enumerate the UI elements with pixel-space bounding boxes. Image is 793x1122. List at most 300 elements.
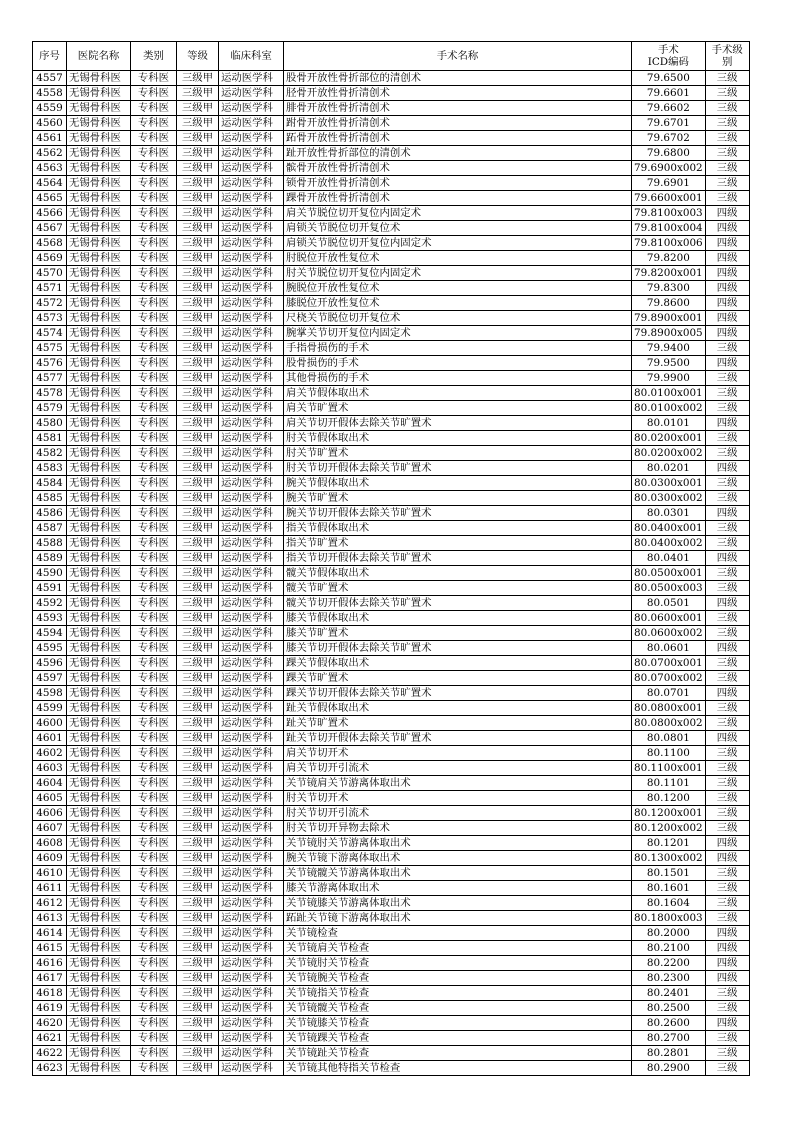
cell-dept: 运动医学科 [219, 671, 284, 686]
cell-hospital: 无锡骨科医 [67, 326, 131, 341]
cell-icd: 79.8900x005 [632, 326, 706, 341]
cell-dept: 运动医学科 [219, 566, 284, 581]
table-row [33, 866, 750, 881]
cell-grade: 三级甲 [177, 671, 219, 686]
table-row [33, 551, 750, 566]
cell-dept: 运动医学科 [219, 146, 284, 161]
cell-hospital: 无锡骨科医 [67, 851, 131, 866]
cell-seq: 4590 [33, 566, 67, 581]
cell-surgery-name: 其他骨损伤的手术 [284, 371, 632, 386]
cell-level: 三级 [705, 761, 749, 776]
cell-hospital: 无锡骨科医 [67, 641, 131, 656]
cell-grade: 三级甲 [177, 281, 219, 296]
cell-level: 三级 [705, 566, 749, 581]
cell-seq: 4569 [33, 251, 67, 266]
header-surgery-name: 手术名称 [284, 42, 632, 71]
cell-hospital: 无锡骨科医 [67, 476, 131, 491]
cell-hospital: 无锡骨科医 [67, 506, 131, 521]
cell-icd: 79.8100x004 [632, 221, 706, 236]
table-row [33, 176, 750, 191]
header-hospital: 医院名称 [67, 42, 131, 71]
cell-grade: 三级甲 [177, 536, 219, 551]
cell-seq: 4618 [33, 986, 67, 1001]
table-row [33, 341, 750, 356]
cell-hospital: 无锡骨科医 [67, 341, 131, 356]
cell-icd: 79.6901 [632, 176, 706, 191]
cell-seq: 4596 [33, 656, 67, 671]
table-row [33, 221, 750, 236]
cell-level: 四级 [705, 281, 749, 296]
cell-level: 四级 [705, 641, 749, 656]
cell-category: 专科医 [131, 836, 177, 851]
cell-icd: 79.6800 [632, 146, 706, 161]
cell-grade: 三级甲 [177, 941, 219, 956]
header-level: 手术级 别 [705, 42, 749, 71]
cell-dept: 运动医学科 [219, 611, 284, 626]
cell-grade: 三级甲 [177, 806, 219, 821]
cell-icd: 80.0300x001 [632, 476, 706, 491]
cell-category: 专科医 [131, 116, 177, 131]
cell-level: 三级 [705, 116, 749, 131]
cell-seq: 4619 [33, 1001, 67, 1016]
cell-dept: 运动医学科 [219, 446, 284, 461]
cell-grade: 三级甲 [177, 836, 219, 851]
cell-seq: 4585 [33, 491, 67, 506]
cell-level: 四级 [705, 206, 749, 221]
cell-seq: 4577 [33, 371, 67, 386]
cell-dept: 运动医学科 [219, 521, 284, 536]
cell-level: 三级 [705, 536, 749, 551]
cell-dept: 运动医学科 [219, 656, 284, 671]
cell-seq: 4578 [33, 386, 67, 401]
table-row [33, 881, 750, 896]
cell-grade: 三级甲 [177, 956, 219, 971]
table-body [33, 71, 750, 1076]
table-row [33, 386, 750, 401]
cell-hospital: 无锡骨科医 [67, 536, 131, 551]
cell-grade: 三级甲 [177, 851, 219, 866]
cell-category: 专科医 [131, 536, 177, 551]
cell-dept: 运动医学科 [219, 551, 284, 566]
cell-level: 三级 [705, 146, 749, 161]
cell-icd: 80.2700 [632, 1031, 706, 1046]
cell-hospital: 无锡骨科医 [67, 716, 131, 731]
cell-dept: 运动医学科 [219, 326, 284, 341]
table-row [33, 71, 750, 86]
cell-surgery-name: 关节镜髋关节检查 [284, 1001, 632, 1016]
cell-surgery-name: 肩锁关节脱位切开复位内固定术 [284, 236, 632, 251]
cell-surgery-name: 膝脱位开放性复位术 [284, 296, 632, 311]
cell-dept: 运动医学科 [219, 686, 284, 701]
cell-level: 三级 [705, 791, 749, 806]
cell-dept: 运动医学科 [219, 251, 284, 266]
cell-level: 四级 [705, 266, 749, 281]
cell-seq: 4602 [33, 746, 67, 761]
table-row [33, 926, 750, 941]
table-row [33, 716, 750, 731]
cell-grade: 三级甲 [177, 1016, 219, 1031]
cell-hospital: 无锡骨科医 [67, 281, 131, 296]
cell-grade: 三级甲 [177, 926, 219, 941]
cell-icd: 80.2300 [632, 971, 706, 986]
cell-surgery-name: 关节镜髋关节游离体取出术 [284, 866, 632, 881]
cell-surgery-name: 指关节切开假体去除关节旷置术 [284, 551, 632, 566]
cell-category: 专科医 [131, 971, 177, 986]
cell-surgery-name: 关节镜肩关节检查 [284, 941, 632, 956]
cell-icd: 79.8300 [632, 281, 706, 296]
cell-hospital: 无锡骨科医 [67, 236, 131, 251]
cell-grade: 三级甲 [177, 116, 219, 131]
cell-surgery-name: 关节镜踝关节检查 [284, 1031, 632, 1046]
cell-surgery-name: 踝关节假体取出术 [284, 656, 632, 671]
cell-surgery-name: 腕关节镜下游离体取出术 [284, 851, 632, 866]
cell-level: 三级 [705, 911, 749, 926]
cell-grade: 三级甲 [177, 611, 219, 626]
cell-grade: 三级甲 [177, 701, 219, 716]
cell-icd: 80.0700x001 [632, 656, 706, 671]
cell-category: 专科医 [131, 551, 177, 566]
cell-level: 三级 [705, 401, 749, 416]
cell-icd: 79.9400 [632, 341, 706, 356]
cell-level: 四级 [705, 851, 749, 866]
cell-grade: 三级甲 [177, 791, 219, 806]
cell-level: 四级 [705, 461, 749, 476]
cell-hospital: 无锡骨科医 [67, 566, 131, 581]
cell-grade: 三级甲 [177, 716, 219, 731]
cell-grade: 三级甲 [177, 866, 219, 881]
cell-grade: 三级甲 [177, 341, 219, 356]
cell-grade: 三级甲 [177, 506, 219, 521]
cell-category: 专科医 [131, 611, 177, 626]
cell-level: 三级 [705, 1061, 749, 1076]
cell-category: 专科医 [131, 671, 177, 686]
cell-seq: 4570 [33, 266, 67, 281]
cell-level: 三级 [705, 491, 749, 506]
cell-category: 专科医 [131, 1061, 177, 1076]
cell-grade: 三级甲 [177, 656, 219, 671]
cell-category: 专科医 [131, 656, 177, 671]
cell-grade: 三级甲 [177, 476, 219, 491]
cell-category: 专科医 [131, 821, 177, 836]
cell-seq: 4607 [33, 821, 67, 836]
cell-dept: 运动医学科 [219, 716, 284, 731]
cell-icd: 80.2600 [632, 1016, 706, 1031]
cell-grade: 三级甲 [177, 161, 219, 176]
cell-dept: 运动医学科 [219, 911, 284, 926]
cell-hospital: 无锡骨科医 [67, 911, 131, 926]
cell-grade: 三级甲 [177, 236, 219, 251]
cell-category: 专科医 [131, 281, 177, 296]
table-row [33, 281, 750, 296]
cell-hospital: 无锡骨科医 [67, 251, 131, 266]
cell-surgery-name: 肘关节旷置术 [284, 446, 632, 461]
cell-dept: 运动医学科 [219, 101, 284, 116]
cell-icd: 79.8600 [632, 296, 706, 311]
cell-seq: 4559 [33, 101, 67, 116]
cell-category: 专科医 [131, 71, 177, 86]
cell-icd: 80.0600x002 [632, 626, 706, 641]
cell-dept: 运动医学科 [219, 776, 284, 791]
cell-seq: 4617 [33, 971, 67, 986]
cell-surgery-name: 手指骨损伤的手术 [284, 341, 632, 356]
header-seq: 序号 [33, 42, 67, 71]
cell-icd: 80.1200x001 [632, 806, 706, 821]
cell-seq: 4614 [33, 926, 67, 941]
cell-dept: 运动医学科 [219, 641, 284, 656]
cell-icd: 79.9900 [632, 371, 706, 386]
cell-category: 专科医 [131, 581, 177, 596]
cell-icd: 79.6601 [632, 86, 706, 101]
cell-grade: 三级甲 [177, 266, 219, 281]
cell-hospital: 无锡骨科医 [67, 1016, 131, 1031]
cell-icd: 80.0501 [632, 596, 706, 611]
cell-level: 四级 [705, 956, 749, 971]
cell-seq: 4567 [33, 221, 67, 236]
cell-surgery-name: 趾关节切开假体去除关节旷置术 [284, 731, 632, 746]
cell-dept: 运动医学科 [219, 746, 284, 761]
table-row [33, 656, 750, 671]
table-row [33, 821, 750, 836]
cell-grade: 三级甲 [177, 386, 219, 401]
cell-hospital: 无锡骨科医 [67, 296, 131, 311]
cell-seq: 4620 [33, 1016, 67, 1031]
cell-surgery-name: 跖趾关节镜下游离体取出术 [284, 911, 632, 926]
cell-category: 专科医 [131, 101, 177, 116]
cell-dept: 运动医学科 [219, 86, 284, 101]
cell-level: 三级 [705, 881, 749, 896]
cell-grade: 三级甲 [177, 431, 219, 446]
cell-grade: 三级甲 [177, 521, 219, 536]
cell-dept: 运动医学科 [219, 281, 284, 296]
table-row [33, 671, 750, 686]
table-row [33, 626, 750, 641]
cell-level: 四级 [705, 971, 749, 986]
cell-dept: 运动医学科 [219, 131, 284, 146]
cell-icd: 80.0400x002 [632, 536, 706, 551]
cell-dept: 运动医学科 [219, 431, 284, 446]
table-row [33, 236, 750, 251]
cell-surgery-name: 肘关节切开假体去除关节旷置术 [284, 461, 632, 476]
cell-grade: 三级甲 [177, 131, 219, 146]
cell-icd: 80.1200 [632, 791, 706, 806]
cell-surgery-name: 股骨开放性骨折部位的清创术 [284, 71, 632, 86]
cell-level: 三级 [705, 866, 749, 881]
cell-dept: 运动医学科 [219, 626, 284, 641]
cell-level: 三级 [705, 626, 749, 641]
cell-dept: 运动医学科 [219, 476, 284, 491]
cell-category: 专科医 [131, 641, 177, 656]
table-row [33, 776, 750, 791]
cell-category: 专科医 [131, 161, 177, 176]
cell-dept: 运动医学科 [219, 176, 284, 191]
cell-seq: 4594 [33, 626, 67, 641]
cell-category: 专科医 [131, 686, 177, 701]
cell-grade: 三级甲 [177, 221, 219, 236]
cell-grade: 三级甲 [177, 71, 219, 86]
cell-surgery-name: 关节镜肘关节游离体取出术 [284, 836, 632, 851]
cell-seq: 4603 [33, 761, 67, 776]
cell-seq: 4609 [33, 851, 67, 866]
surgery-table [32, 41, 750, 1076]
cell-category: 专科医 [131, 296, 177, 311]
cell-surgery-name: 胫骨开放性骨折清创术 [284, 86, 632, 101]
cell-surgery-name: 肩关节假体取出术 [284, 386, 632, 401]
cell-grade: 三级甲 [177, 251, 219, 266]
cell-icd: 80.0801 [632, 731, 706, 746]
table-row [33, 146, 750, 161]
table-row [33, 611, 750, 626]
table-row [33, 401, 750, 416]
cell-category: 专科医 [131, 446, 177, 461]
cell-seq: 4564 [33, 176, 67, 191]
cell-hospital: 无锡骨科医 [67, 416, 131, 431]
header-grade: 等级 [177, 42, 219, 71]
cell-level: 四级 [705, 416, 749, 431]
cell-dept: 运动医学科 [219, 836, 284, 851]
cell-hospital: 无锡骨科医 [67, 311, 131, 326]
cell-category: 专科医 [131, 266, 177, 281]
cell-category: 专科医 [131, 401, 177, 416]
cell-grade: 三级甲 [177, 491, 219, 506]
cell-category: 专科医 [131, 941, 177, 956]
cell-level: 三级 [705, 701, 749, 716]
cell-dept: 运动医学科 [219, 1031, 284, 1046]
cell-surgery-name: 跗骨开放性骨折清创术 [284, 116, 632, 131]
cell-category: 专科医 [131, 866, 177, 881]
cell-grade: 三级甲 [177, 626, 219, 641]
cell-seq: 4562 [33, 146, 67, 161]
cell-category: 专科医 [131, 1046, 177, 1061]
cell-seq: 4583 [33, 461, 67, 476]
cell-level: 四级 [705, 596, 749, 611]
cell-dept: 运动医学科 [219, 71, 284, 86]
cell-level: 三级 [705, 671, 749, 686]
cell-surgery-name: 腕关节切开假体去除关节旷置术 [284, 506, 632, 521]
table-row [33, 641, 750, 656]
cell-hospital: 无锡骨科医 [67, 881, 131, 896]
cell-grade: 三级甲 [177, 1001, 219, 1016]
cell-dept: 运动医学科 [219, 821, 284, 836]
cell-seq: 4584 [33, 476, 67, 491]
cell-surgery-name: 指关节假体取出术 [284, 521, 632, 536]
cell-hospital: 无锡骨科医 [67, 896, 131, 911]
cell-dept: 运动医学科 [219, 191, 284, 206]
cell-grade: 三级甲 [177, 146, 219, 161]
table-row [33, 431, 750, 446]
cell-seq: 4576 [33, 356, 67, 371]
cell-category: 专科医 [131, 596, 177, 611]
cell-surgery-name: 膝关节假体取出术 [284, 611, 632, 626]
table-row [33, 761, 750, 776]
table-row [33, 266, 750, 281]
table-row [33, 911, 750, 926]
cell-seq: 4595 [33, 641, 67, 656]
cell-category: 专科医 [131, 896, 177, 911]
cell-hospital: 无锡骨科医 [67, 266, 131, 281]
cell-surgery-name: 肘关节脱位切开复位内固定术 [284, 266, 632, 281]
cell-hospital: 无锡骨科医 [67, 221, 131, 236]
table-row [33, 536, 750, 551]
cell-seq: 4558 [33, 86, 67, 101]
cell-category: 专科医 [131, 191, 177, 206]
cell-seq: 4591 [33, 581, 67, 596]
cell-icd: 80.0601 [632, 641, 706, 656]
cell-hospital: 无锡骨科医 [67, 596, 131, 611]
cell-level: 三级 [705, 1001, 749, 1016]
cell-icd: 79.6900x002 [632, 161, 706, 176]
cell-dept: 运动医学科 [219, 866, 284, 881]
cell-level: 三级 [705, 611, 749, 626]
cell-category: 专科医 [131, 761, 177, 776]
cell-surgery-name: 膝关节切开假体去除关节旷置术 [284, 641, 632, 656]
cell-category: 专科医 [131, 386, 177, 401]
cell-icd: 79.6701 [632, 116, 706, 131]
cell-hospital: 无锡骨科医 [67, 206, 131, 221]
cell-seq: 4622 [33, 1046, 67, 1061]
cell-level: 四级 [705, 251, 749, 266]
cell-seq: 4604 [33, 776, 67, 791]
cell-category: 专科医 [131, 566, 177, 581]
table-row [33, 596, 750, 611]
cell-level: 三级 [705, 371, 749, 386]
cell-dept: 运动医学科 [219, 596, 284, 611]
cell-level: 四级 [705, 356, 749, 371]
cell-level: 四级 [705, 941, 749, 956]
table-row [33, 746, 750, 761]
cell-hospital: 无锡骨科医 [67, 1046, 131, 1061]
cell-dept: 运动医学科 [219, 1061, 284, 1076]
cell-grade: 三级甲 [177, 596, 219, 611]
cell-grade: 三级甲 [177, 416, 219, 431]
cell-icd: 80.1101 [632, 776, 706, 791]
table-row [33, 971, 750, 986]
cell-hospital: 无锡骨科医 [67, 656, 131, 671]
cell-icd: 80.0700x002 [632, 671, 706, 686]
cell-surgery-name: 肘关节假体取出术 [284, 431, 632, 446]
cell-grade: 三级甲 [177, 191, 219, 206]
cell-hospital: 无锡骨科医 [67, 956, 131, 971]
cell-dept: 运动医学科 [219, 701, 284, 716]
cell-dept: 运动医学科 [219, 401, 284, 416]
table-header [33, 42, 750, 71]
cell-dept: 运动医学科 [219, 341, 284, 356]
header-category: 类别 [131, 42, 177, 71]
cell-surgery-name: 肩关节切开术 [284, 746, 632, 761]
cell-dept: 运动医学科 [219, 581, 284, 596]
cell-dept: 运动医学科 [219, 791, 284, 806]
cell-surgery-name: 关节镜膝关节检查 [284, 1016, 632, 1031]
cell-category: 专科医 [131, 146, 177, 161]
cell-hospital: 无锡骨科医 [67, 671, 131, 686]
cell-dept: 运动医学科 [219, 221, 284, 236]
table-row [33, 86, 750, 101]
cell-category: 专科医 [131, 926, 177, 941]
cell-hospital: 无锡骨科医 [67, 116, 131, 131]
cell-icd: 79.8200x001 [632, 266, 706, 281]
cell-level: 四级 [705, 731, 749, 746]
cell-surgery-name: 尺桡关节脱位切开复位术 [284, 311, 632, 326]
cell-surgery-name: 髋关节假体取出术 [284, 566, 632, 581]
cell-hospital: 无锡骨科医 [67, 431, 131, 446]
cell-dept: 运动医学科 [219, 236, 284, 251]
cell-dept: 运动医学科 [219, 266, 284, 281]
cell-icd: 80.2801 [632, 1046, 706, 1061]
cell-surgery-name: 腕脱位开放性复位术 [284, 281, 632, 296]
cell-surgery-name: 趾开放性骨折部位的清创术 [284, 146, 632, 161]
cell-icd: 80.0500x003 [632, 581, 706, 596]
cell-surgery-name: 腕关节旷置术 [284, 491, 632, 506]
cell-seq: 4566 [33, 206, 67, 221]
